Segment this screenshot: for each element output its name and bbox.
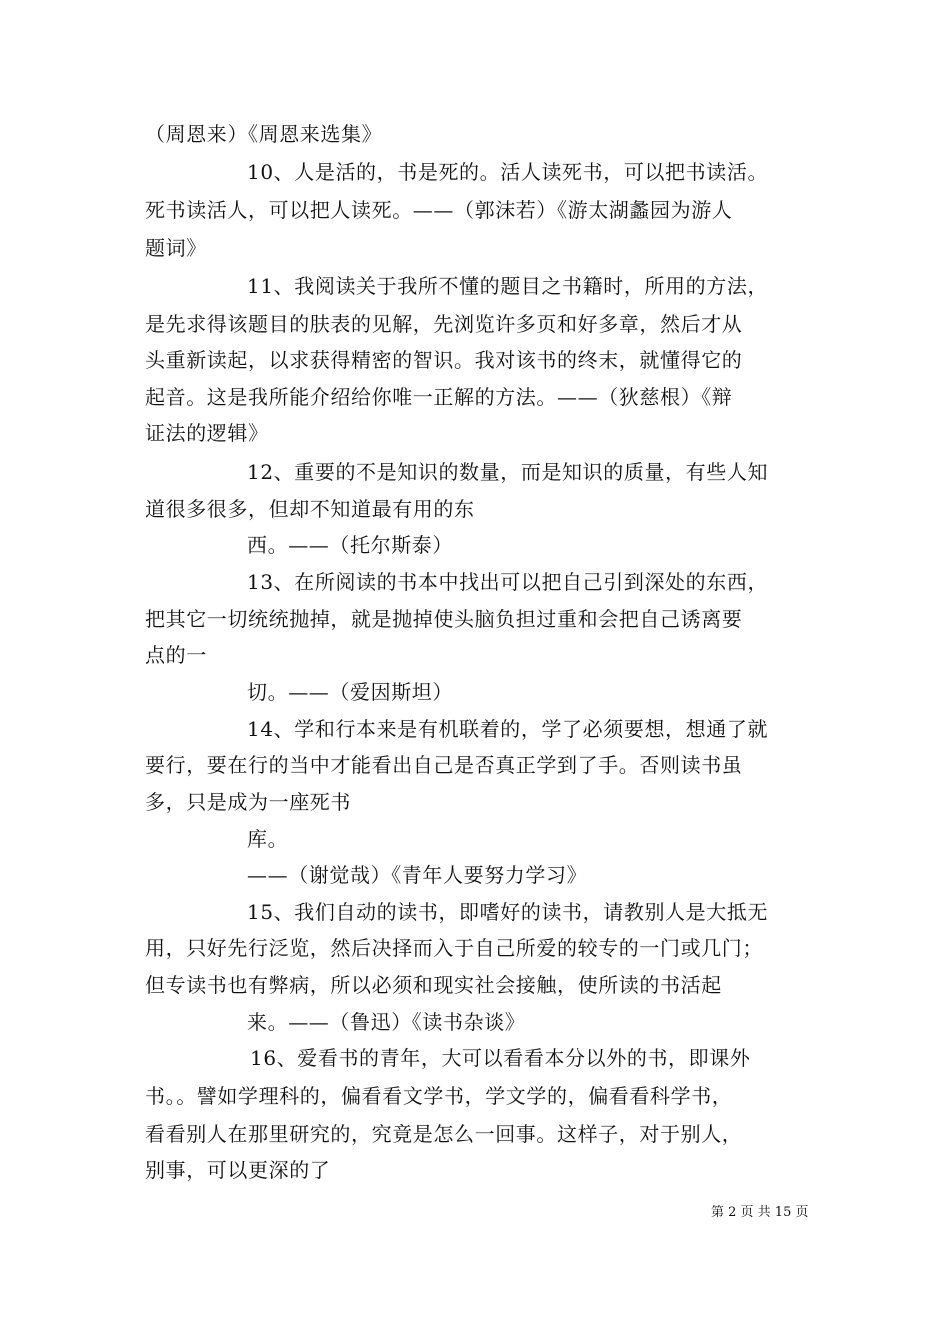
text-line: 死书读活人，可以把人读死。——（郭沫若）《游太湖蠡园为游人 (145, 198, 733, 222)
text-line: 点的一 (145, 643, 207, 667)
text-line: 道很多很多，但却不知道最有用的东 (145, 497, 475, 521)
text-line: 12、重要的不是知识的数量，而是知识的质量，有些人知 (247, 460, 769, 484)
text-line: 把其它一切统统抛掉，就是抛掉使头脑负担过重和会把自己诱离要 (145, 607, 743, 631)
text-line: 头重新读起，以求获得精密的智识。我对该书的终末，就懂得它的 (145, 348, 743, 372)
text-line: 起音。这是我所能介绍给你唯一正解的方法。——（狄慈根）《辩 (145, 385, 733, 409)
text-line: （周恩来）《周恩来选集》 (145, 122, 383, 146)
page-number-footer: 第 2 页 共 15 页 (711, 1205, 809, 1220)
text-line: 15、我们自动的读书，即嗜好的读书，请教别人是大抵无 (247, 900, 769, 924)
text-line: 是先求得该题目的肤表的见解，先浏览许多页和好多章，然后才从 (145, 312, 743, 336)
text-line: 16、爱看书的青年，大可以看看本分以外的书，即课外 (250, 1046, 751, 1070)
text-line: 证法的逻辑》 (145, 421, 269, 445)
text-line: 西。——（托尔斯泰） (247, 533, 453, 557)
text-line: 14、学和行本来是有机联着的，学了必须要想，想通了就 (247, 717, 769, 741)
text-line: 11、我阅读关于我所不懂的题目之书籍时，所用的方法， (247, 274, 769, 298)
text-line: ——（谢觉哉）《青年人要努力学习》 (247, 863, 588, 887)
text-line: 10、人是活的，书是死的。活人读死书，可以把书读活。 (247, 160, 769, 184)
text-line: 书。。譬如学理科的，偏看看文学书，学文学的，偏看看科学书， (145, 1084, 733, 1108)
text-line: 切。——（爱因斯坦） (247, 680, 453, 704)
text-line: 看看别人在那里研究的，究竟是怎么一回事。这样子，对于别人， (145, 1122, 743, 1146)
text-line: 用，只好先行泛览，然后决择而入于自己所爱的较专的一门或几门； (145, 936, 763, 960)
text-line: 要行，要在行的当中才能看出自己是否真正学到了手。否则读书虽 (145, 753, 743, 777)
text-line: 来。——（鲁迅）《读书杂谈》 (247, 1010, 526, 1034)
text-line: 13、在所阅读的书本中找出可以把自己引到深处的东西， (247, 570, 769, 594)
text-line: 库。 (247, 827, 289, 851)
text-line: 别事，可以更深的了 (145, 1158, 331, 1182)
text-line: 多，只是成为一座死书 (145, 790, 351, 814)
text-line: 但专读书也有弊病，所以必须和现实社会接触，使所读的书活起 (145, 973, 722, 997)
text-line: 题词》 (145, 236, 207, 260)
